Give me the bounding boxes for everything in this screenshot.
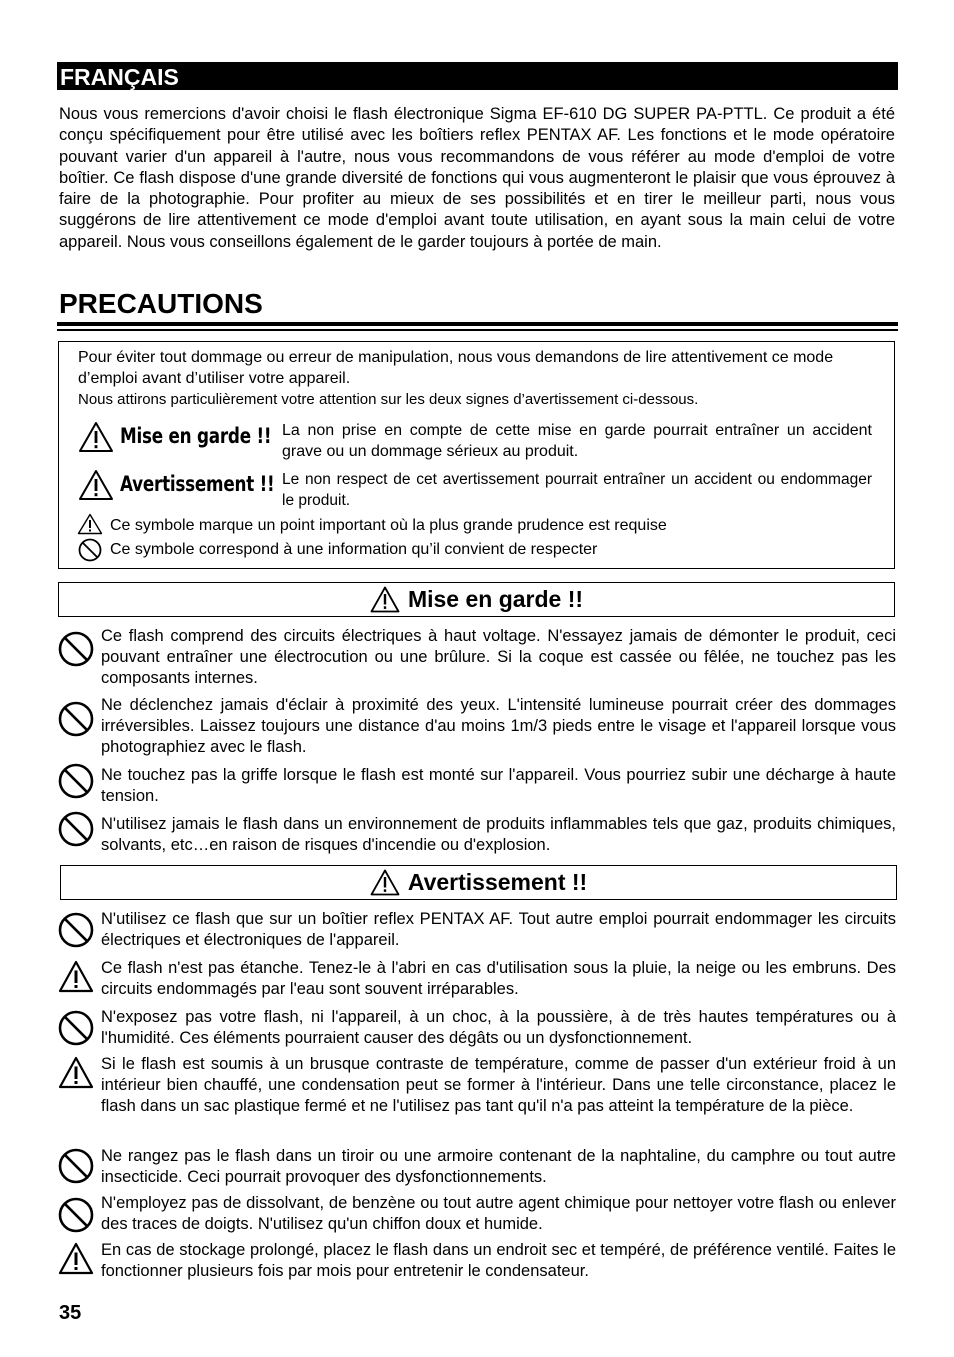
warning-section-heading (60, 865, 897, 900)
warning-item: N'exposez pas votre flash, ni l'appareil, à un choc, à la poussière, à de très hautes températures ou à l'humidité. Ces éléments pourraient causer des dégâts ou un dysfonctionnement. (101, 1008, 896, 1048)
caution-item: Ne touchez pas la griffe lorsque le flash est monté sur l'appareil. Vous pourriez subir une décharge à haute tension. (101, 766, 896, 806)
prohibit-icon (58, 912, 94, 953)
warning-triangle-icon (58, 1056, 94, 1094)
warning-triangle-icon (78, 421, 114, 458)
symbol-prohibit-desc: Ce symbole correspond à une information qu’il convient de respecter (110, 541, 598, 558)
warning-triangle-icon (370, 869, 400, 896)
warning-item: Si le flash est soumis à un brusque contraste de température, comme de passer d'un extérieur froid à un intérieur bien chauffé, une condensation peut se former à l'intérieur. Dans une telle circonstance, placez le flash dans un sac plastique fermé et ne l'utilisez pas tant qu'il n'a pas atteint la température de la pièce. (101, 1055, 896, 1116)
caution-legend-desc: La non prise en compte de cette mise en garde pourrait entraîner un accident grave ou un dommage sérieux au produit. (282, 422, 872, 460)
caution-legend-label: Mise en garde !! (120, 424, 272, 448)
warning-item: N'employez pas de dissolvant, de benzène ou tout autre agent chimique pour nettoyer votre flash ou enlever des traces de doigts. N'utilisez qu'un chiffon doux et humide. (101, 1194, 896, 1234)
warning-triangle-icon (370, 586, 400, 613)
warning-item: Ne rangez pas le flash dans un tiroir ou une armoire contenant de la naphtaline, du camphre ou tout autre insecticide. Ceci pourrait provoquer des dysfonctionnements. (101, 1147, 896, 1187)
notice-intro: Pour éviter tout dommage ou erreur de manipulation, nous vous demandons de lire attentivement ce mode d’emploi avant d’utiliser votre appareil. (78, 349, 834, 387)
language-header: FRANÇAIS (57, 62, 898, 90)
prohibit-icon (58, 1197, 94, 1238)
caution-item: N'utilisez jamais le flash dans un environnement de produits inflammables tels que gaz, produits chimiques, solvants, etc…en raison de risques d'incendie ou d'explosion. (101, 815, 896, 855)
prohibit-icon (58, 701, 94, 742)
warning-legend-label: Avertissement !! (120, 472, 275, 496)
warning-triangle-icon (58, 960, 94, 998)
caution-item: Ne déclenchez jamais d'éclair à proximité des yeux. L'intensité lumineuse pourrait créer des dommages irréversibles. Laissez toujours une distance d'au moins 1m/3 pieds entre le visage et l'appareil lorsque vous photographiez avec le flash. (101, 696, 896, 757)
caution-section-title: Mise en garde !! (407, 586, 584, 612)
warning-section-title: Avertissement !! (407, 869, 588, 895)
prohibit-icon (78, 538, 102, 567)
warning-triangle-icon (58, 1242, 94, 1280)
notice-attention: Nous attirons particulièrement votre attention sur les deux signes d’avertissement ci-dessous. (78, 391, 699, 408)
caution-item: Ce flash comprend des circuits électriques à haut voltage. N'essayez jamais de démonter le produit, ceci pouvant entraîner une électrocution ou une brûlure. Si la coque est cassée ou fêlée, ne touchez pas les composants internes. (101, 627, 896, 688)
title-rule-thick (57, 322, 898, 326)
warning-legend-desc: Le non respect de cet avertissement pourrait entraîner un accident ou endommager le produit. (282, 471, 872, 509)
symbol-triangle-desc: Ce symbole marque un point important où la plus grande prudence est requise (110, 517, 667, 534)
page-number: 35 (59, 1302, 82, 1324)
prohibit-icon (58, 811, 94, 852)
warning-triangle-icon (77, 513, 103, 540)
page-title: PRECAUTIONS (59, 288, 263, 319)
prohibit-icon (58, 1010, 94, 1051)
warning-triangle-icon (78, 469, 114, 506)
warning-item: N'utilisez ce flash que sur un boîtier reflex PENTAX AF. Tout autre emploi pourrait endommager les circuits électriques et électroniques de l'appareil. (101, 910, 896, 950)
warning-item: Ce flash n'est pas étanche. Tenez-le à l'abri en cas d'utilisation sous la pluie, la neige ou les embruns. Des circuits endommagés par l'eau sont souvent irréparables. (101, 959, 896, 999)
title-rule-thin (57, 329, 898, 331)
warning-item: En cas de stockage prolongé, placez le flash dans un endroit sec et tempéré, de préférence ventilé. Faites le fonctionner plusieurs fois par mois pour entretenir le condensateur. (101, 1241, 896, 1281)
prohibit-icon (58, 1148, 94, 1189)
intro-paragraph: Nous vous remercions d'avoir choisi le flash électronique Sigma EF-610 DG SUPER PA-PTTL. Ce produit a été conçu spécifiquement pour être utilisé avec les boîtiers reflex PENTAX AF. Les fonctions et le mode opératoire pouvant varier d'un appareil à l'autre, nous vous recommandons de vous référer au mode d'emploi de votre boîtier. Ce flash dispose d'une grande diversité de fonctions qui vous augmenteront le plaisir que vous éprouvez à faire de la photographie. Pour profiter au mieux de ses possibilités et en tirer le meilleur parti, nous vous suggérons de lire attentivement ce mode d'emploi avant toute utilisation, en ayant sous la main celui de votre appareil. Nous vous conseillons également de le garder toujours à portée de main. (59, 105, 895, 251)
prohibit-icon (58, 763, 94, 804)
prohibit-icon (58, 631, 94, 672)
caution-section-heading (58, 582, 895, 617)
